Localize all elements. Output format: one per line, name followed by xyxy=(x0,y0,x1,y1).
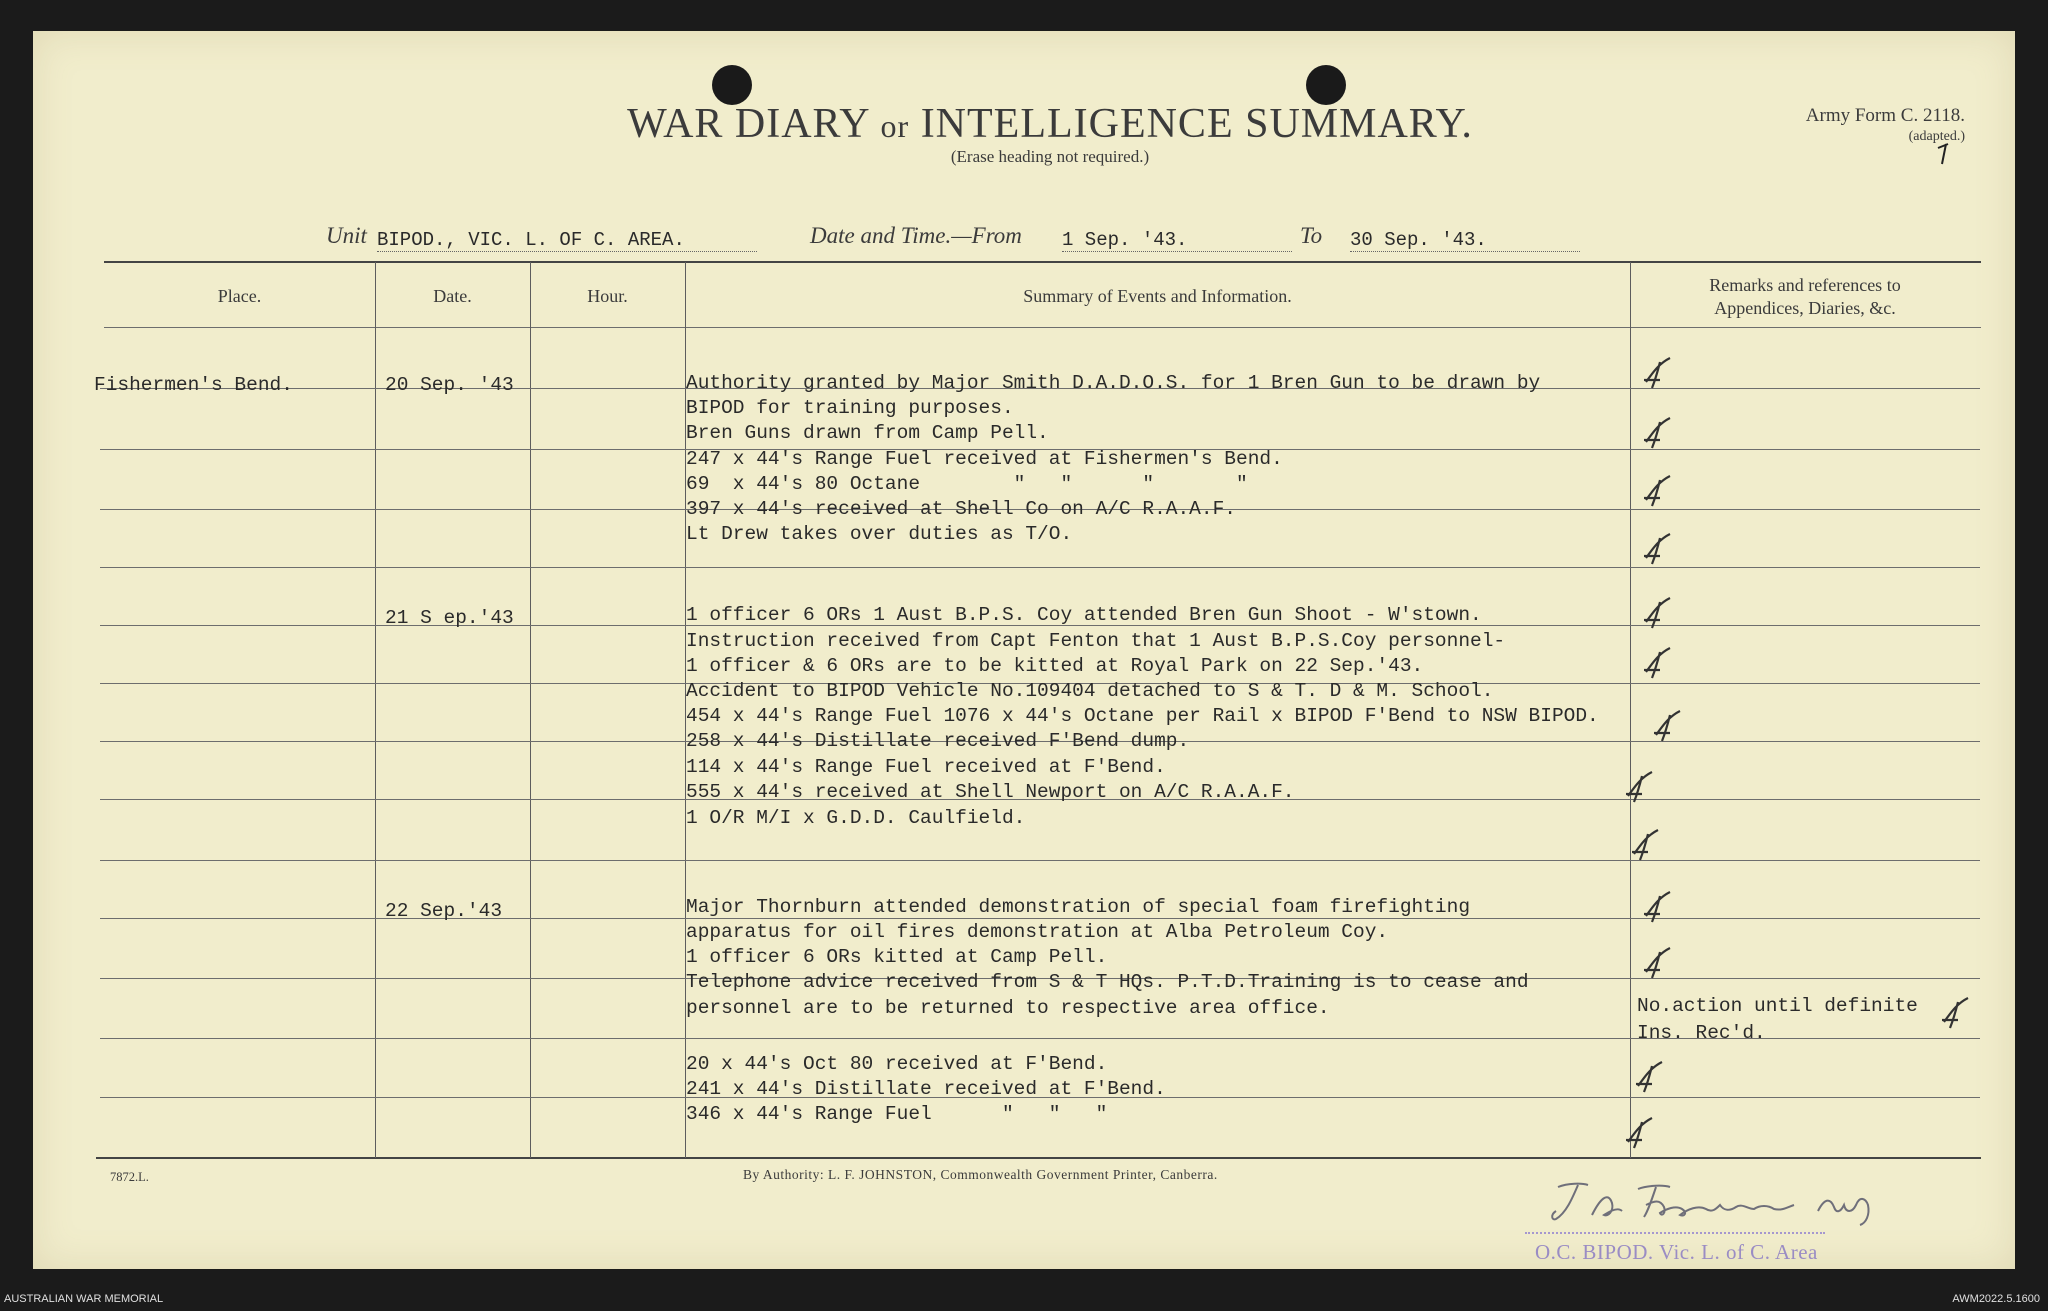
summary-line: BIPOD for training purposes. xyxy=(686,397,1014,419)
date-from-label: Date and Time.—From xyxy=(810,223,1022,248)
unit-value: BIPOD., VIC. L. OF C. AREA. xyxy=(377,229,757,252)
summary-line: 241 x 44's Distillate received at F'Bend. xyxy=(686,1078,1166,1100)
initial-tick-icon xyxy=(1934,140,1954,170)
summary-line: 1 O/R M/I x G.D.D. Caulfield. xyxy=(686,807,1026,829)
unit-label: Unit xyxy=(326,223,367,248)
summary-line: 1 officer & 6 ORs are to be kitted at Royal Park on 22 Sep.'43. xyxy=(686,655,1424,677)
col-divider-summary xyxy=(1630,262,1631,1158)
summary-line: personnel are to be returned to respective area office. xyxy=(686,997,1330,1019)
initial-tick-icon xyxy=(1938,992,1974,1032)
punch-hole-right xyxy=(1306,65,1346,105)
date-to-value: 30 Sep. '43. xyxy=(1350,229,1580,252)
summary-line: Major Thornburn attended demonstration of special foam firefighting xyxy=(686,896,1471,918)
page-title: WAR DIARY or INTELLIGENCE SUMMARY. xyxy=(627,101,1473,147)
initial-tick-icon xyxy=(1640,352,1676,392)
initial-tick-icon xyxy=(1640,886,1676,926)
archive-credit-left: AUSTRALIAN WAR MEMORIAL xyxy=(4,1293,164,1305)
col-header-remarks: Remarks and references to Appendices, Diaries, &c. xyxy=(1709,275,1901,318)
table-bottom-rule xyxy=(96,1157,1981,1159)
form-number: 7872.L. xyxy=(110,1170,149,1184)
remark-line: No.action until definite xyxy=(1637,995,1918,1017)
initial-tick-icon xyxy=(1632,1056,1668,1096)
summary-line: 555 x 44's received at Shell Newport on A/C R.A.A.F. xyxy=(686,781,1295,803)
summary-line: 454 x 44's Range Fuel 1076 x 44's Octane per Rail x BIPOD F'Bend to NSW BIPOD. xyxy=(686,705,1599,727)
initial-tick-icon xyxy=(1640,528,1676,568)
row-rule xyxy=(100,567,1980,568)
summary-line: 247 x 44's Range Fuel received at Fishermen's Bend. xyxy=(686,448,1283,470)
col-divider-place xyxy=(375,262,376,1158)
summary-line: 346 x 44's Range Fuel " " " xyxy=(686,1103,1108,1125)
date-from-value: 1 Sep. '43. xyxy=(1062,229,1292,252)
col-header-date: Date. xyxy=(433,286,472,306)
initial-tick-icon xyxy=(1640,470,1676,510)
header-bottom-rule xyxy=(104,327,1981,328)
remark-line: Ins. Rec'd. xyxy=(1637,1022,1766,1044)
initial-tick-icon xyxy=(1628,824,1664,864)
summary-line: 1 officer 6 ORs 1 Aust B.P.S. Coy attended Bren Gun Shoot - W'stown. xyxy=(686,604,1482,626)
date-to-label: To xyxy=(1300,223,1323,248)
date-cell: 22 Sep.'43 xyxy=(385,900,503,922)
initial-tick-icon xyxy=(1640,592,1676,632)
summary-line: Lt Drew takes over duties as T/O. xyxy=(686,523,1073,545)
initial-tick-icon xyxy=(1640,642,1676,682)
summary-line: 20 x 44's Oct 80 received at F'Bend. xyxy=(686,1053,1108,1075)
page-subtitle: (Erase heading not required.) xyxy=(950,147,1150,166)
army-form-label: Army Form C. 2118. (adapted.) xyxy=(1805,105,1965,144)
summary-line: apparatus for oil fires demonstration at Alba Petroleum Coy. xyxy=(686,921,1389,943)
summary-line: Authority granted by Major Smith D.A.D.O.S. for 1 Bren Gun to be drawn by xyxy=(686,372,1541,394)
printer-authority: By Authority: L. F. JOHNSTON, Commonwealth Government Printer, Canberra. xyxy=(743,1167,1218,1182)
summary-line: 258 x 44's Distillate received F'Bend dump. xyxy=(686,730,1190,752)
summary-line: 69 x 44's 80 Octane " " " " xyxy=(686,473,1248,495)
col-divider-date xyxy=(530,262,531,1158)
archive-credit-right: AWM2022.5.1600 xyxy=(1952,1293,2040,1305)
summary-line: 1 officer 6 ORs kitted at Camp Pell. xyxy=(686,946,1108,968)
summary-line: Accident to BIPOD Vehicle No.109404 detached to S & T. D & M. School. xyxy=(686,680,1494,702)
summary-line: Bren Guns drawn from Camp Pell. xyxy=(686,422,1049,444)
summary-line: 397 x 44's received at Shell Co on A/C R.A.A.F. xyxy=(686,498,1236,520)
punch-hole-left xyxy=(712,65,752,105)
stamp-dotted-rule xyxy=(1525,1232,1825,1234)
place-cell: Fishermen's Bend. xyxy=(94,374,293,396)
initial-tick-icon xyxy=(1622,766,1658,806)
summary-line: Instruction received from Capt Fenton that 1 Aust B.P.S.Coy personnel- xyxy=(686,630,1506,652)
col-header-summary: Summary of Events and Information. xyxy=(1023,286,1292,306)
signature-icon xyxy=(1548,1175,1908,1230)
row-rule xyxy=(100,860,1980,861)
summary-line: 114 x 44's Range Fuel received at F'Bend. xyxy=(686,756,1166,778)
date-cell: 21 S ep.'43 xyxy=(385,607,514,629)
initial-tick-icon xyxy=(1640,412,1676,452)
initial-tick-icon xyxy=(1650,705,1686,745)
initial-tick-icon xyxy=(1640,942,1676,982)
table-top-rule xyxy=(104,261,1981,263)
initial-tick-icon xyxy=(1622,1112,1658,1152)
date-cell: 20 Sep. '43 xyxy=(385,374,514,396)
col-header-hour: Hour. xyxy=(587,286,628,306)
summary-line: Telephone advice received from S & T HQs. P.T.D.Training is to cease and xyxy=(686,971,1529,993)
col-header-place: Place. xyxy=(217,286,262,306)
unit-stamp: O.C. BIPOD. Vic. L. of C. Area xyxy=(1535,1240,1818,1264)
